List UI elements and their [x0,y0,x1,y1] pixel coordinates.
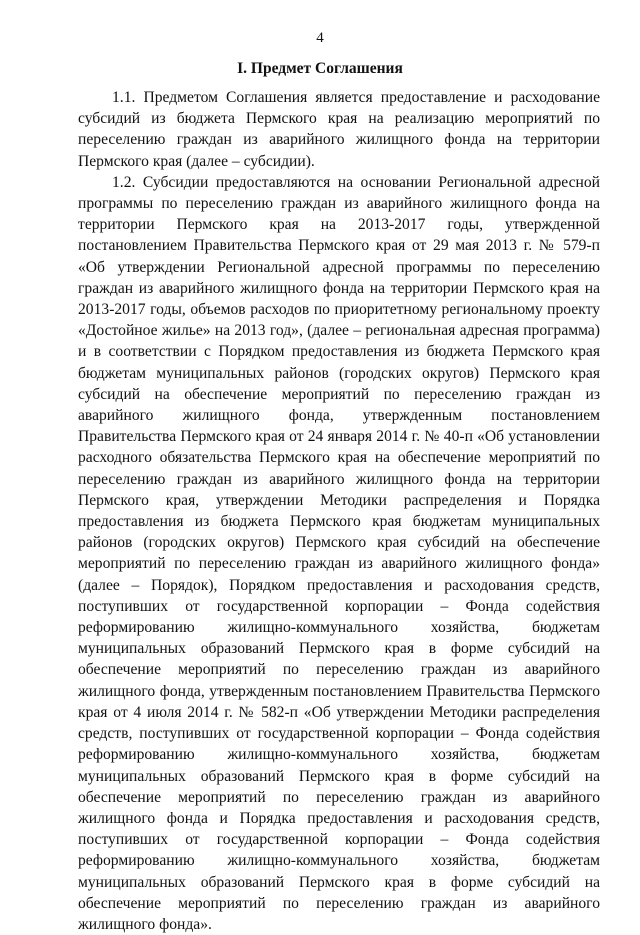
section-title: I. Предмет Соглашения [237,60,403,77]
document-body [78,87,600,935]
paragraph-1-2: 1.2. Субсидии предоставляются на основании Региональной адресной программы по переселению граждан из аварийного жилищного фонда на территории Пермского края на 2013-2017 годы, утвержденной постановлением Правительства Пермского края от 29 мая 2013 г. № 579-п «Об утверждении Региональной адресной программы по переселению граждан из аварийного жилищного фонда на территории Пермского края на 2013-2017 годы, объемов расходов по приоритетному региональному проекту «Достойное жилье» на 2013 год», (далее – региональная адресная программа) и в соответствии с Порядком предоставления из бюджета Пермского края бюджетам муниципальных районов (городских округов) Пермского края субсидий на обеспечение мероприятий по переселению граждан из аварийного жилищного фонда, утвержденным постановлением Правительства Пермского края от 24 января 2014 г. № 40-п «Об установлении расходного обязательства Пермского края на обеспечение мероприятий по переселению граждан из аварийного жилищного фонда на территории Пермского края, утверждении Методики распределения и Порядка предоставления из бюджета Пермского края бюджетам муниципальных районов (городских округов) Пермского края субсидий на обеспечение мероприятий по переселению граждан из аварийного жилищного фонда» (далее – Порядок), Порядком предоставления и расходования средств, поступивших от государственной корпорации – Фонда содействия реформированию жилищно-коммунального хозяйства, бюджетам муниципальных образований Пермского края в форме субсидий на обеспечение мероприятий по переселению граждан из аварийного жилищного фонда, утвержденным постановлением Правительства Пермского края от 4 июля 2014 г. № 582-п «Об утверждении Методики распределения средств, поступивших от государственной корпорации – Фонда содействия реформированию жилищно-коммунального хозяйства, бюджетам муниципальных образований Пермского края в форме субсидий на обеспечение мероприятий по переселению граждан из аварийного жилищного фонда и Порядка предоставления и расходования средств, поступивших от государственной корпорации – Фонда содействия реформированию жилищно-коммунального хозяйства, бюджетам муниципальных образований Пермского края в форме субсидий на обеспечение мероприятий по переселению граждан из аварийного жилищного фонда». [78,173,600,933]
paragraph-1-1: 1.1. Предметом Соглашения является предоставление и расходование субсидий из бюджета Пермского края на реализацию мероприятий по переселению граждан из аварийного жилищного фонда на территории Пермского края (далее – субсидии). [78,89,600,170]
page-number: 4 [316,30,324,46]
